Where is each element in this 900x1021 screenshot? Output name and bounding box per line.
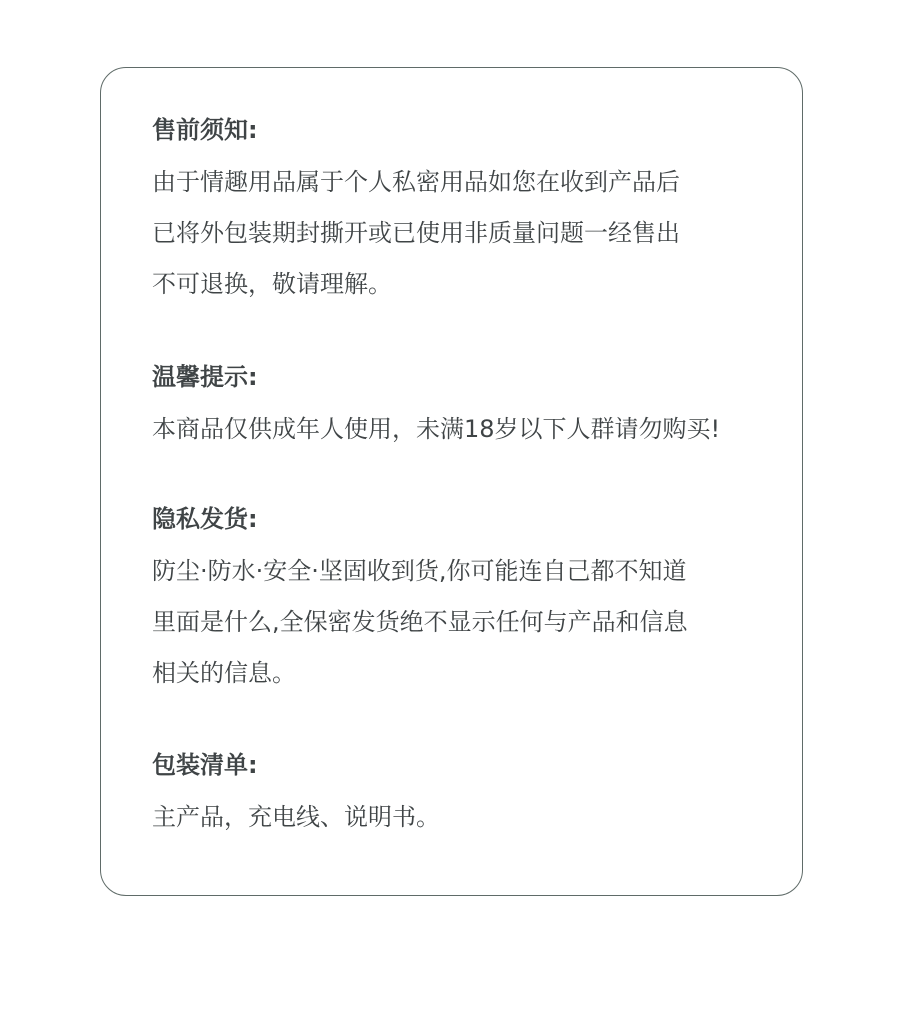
- privacy-shipping-body: 防尘·防水·安全·坚固收到货,你可能连自己都不知道 里面是什么,全保密发货绝不显示任何与产品和信息 相关的信息。: [152, 557, 688, 687]
- package-list-body: 主产品，充电线、说明书。: [152, 803, 440, 831]
- presale-notice-title: 售前须知:: [152, 116, 258, 144]
- presale-notice-body: 由于情趣用品属于个人私密用品如您在收到产品后 已将外包装期封撕开或已使用非质量问题一经售出 不可退换，敬请理解。: [152, 168, 680, 298]
- privacy-shipping-title: 隐私发货:: [152, 505, 258, 533]
- package-list-section: [152, 748, 772, 843]
- warm-tips-section: [152, 360, 772, 455]
- notice-card: [100, 67, 803, 896]
- warm-tips-title: 温馨提示:: [152, 363, 258, 391]
- privacy-shipping-section: [152, 502, 772, 699]
- presale-notice-section: [152, 113, 772, 310]
- warm-tips-body: 本商品仅供成年人使用，未满18岁以下人群请勿购买!: [152, 415, 721, 443]
- package-list-title: 包装清单:: [152, 751, 258, 779]
